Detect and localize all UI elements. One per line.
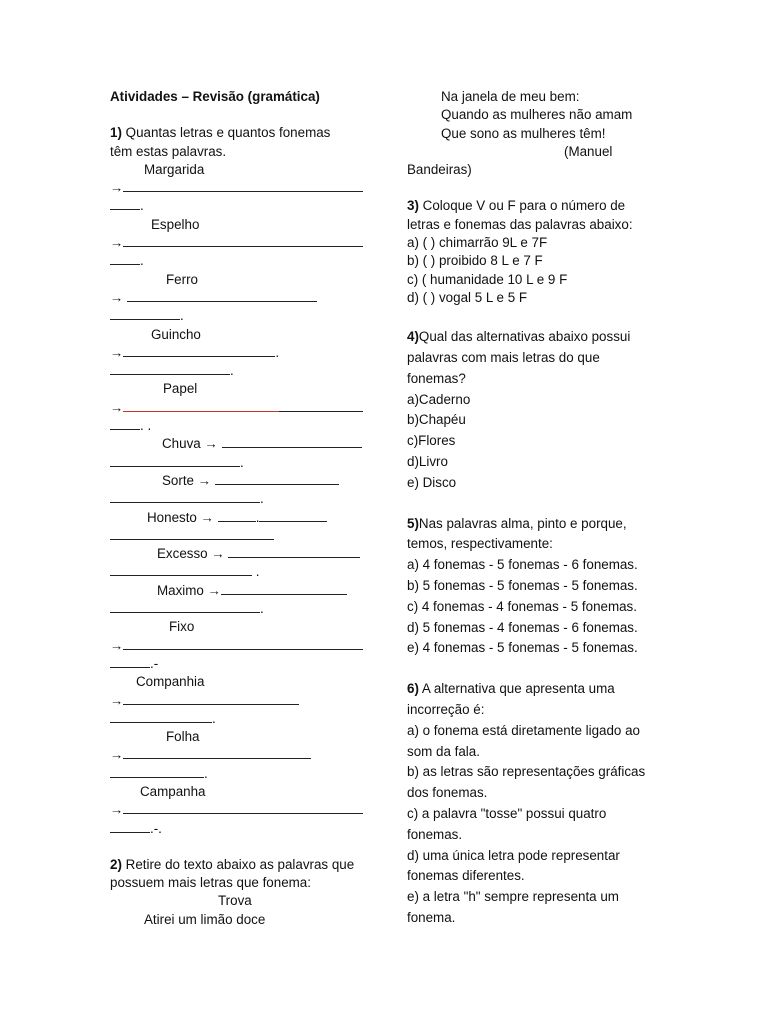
question-6-option-cont: dos fonemas.	[407, 785, 488, 801]
answer-line[interactable]	[110, 289, 370, 307]
question-6-text: A alternativa que apresenta uma	[421, 681, 615, 697]
arrow-icon: →	[110, 344, 124, 360]
answer-line-cont[interactable]: .	[110, 710, 370, 728]
word-label: Guincho	[151, 326, 201, 342]
question-4	[407, 327, 657, 493]
arrow-icon: →	[110, 180, 124, 196]
answer-line-cont[interactable]: .-.	[110, 820, 370, 838]
question-1-prompt-cont: têm estas palavras.	[110, 143, 227, 159]
question-6-option[interactable]: c) a palavra "tosse" possui quatro	[407, 806, 607, 821]
word-label: Margarida	[144, 161, 205, 177]
question-5-text: Nas palavras alma, pinto e porque,	[418, 515, 627, 531]
question-6-option-cont: som da fala.	[407, 743, 480, 759]
question-5	[407, 514, 657, 660]
question-5-option[interactable]: b) 5 fonemas - 5 fonemas - 5 fonemas.	[407, 578, 638, 594]
worksheet-title: Atividades – Revisão (gramática)	[110, 89, 320, 104]
poem-line: Atirei um limão doce	[144, 911, 266, 927]
arrow-icon: →	[197, 472, 212, 488]
question-6-prompt	[407, 679, 657, 700]
answer-line-cont[interactable]: .	[110, 252, 370, 270]
poem-author: (Manuel	[564, 143, 613, 159]
arrow-icon: →	[204, 436, 218, 452]
answer-line-cont[interactable]: .-	[110, 655, 370, 673]
answer-line[interactable]	[110, 472, 370, 490]
left-column	[110, 88, 370, 929]
arrow-icon: →	[110, 802, 124, 818]
answer-line[interactable]	[110, 582, 370, 600]
arrow-icon: →	[110, 747, 124, 763]
arrow-icon: →	[110, 289, 124, 305]
answer-line-cont[interactable]: .	[110, 490, 370, 508]
question-3-item[interactable]: d) ( ) vogal 5 L e 5 F	[407, 289, 528, 305]
answer-line[interactable]	[110, 435, 370, 453]
answer-line-cont[interactable]	[110, 527, 370, 545]
poem-line: Quando as mulheres não amam	[441, 107, 633, 123]
arrow-icon: →	[110, 399, 124, 415]
arrow-icon: →	[110, 637, 124, 653]
poem-line: Na janela de meu bem:	[441, 89, 580, 104]
answer-line-cont[interactable]: .	[110, 765, 370, 783]
question-4-option[interactable]: a)Caderno	[407, 391, 471, 407]
question-4-prompt-cont: fonemas?	[407, 370, 466, 386]
question-4-prompt	[407, 327, 657, 348]
question-5-option[interactable]: c) 4 fonemas - 4 fonemas - 5 fonemas.	[407, 598, 637, 614]
question-4-option[interactable]: e) Disco	[407, 474, 457, 490]
answer-line-cont[interactable]: .	[110, 307, 370, 325]
word-label: Sorte	[162, 472, 195, 488]
answer-line[interactable]	[110, 637, 370, 655]
question-2-number: 2)	[110, 856, 122, 872]
question-6-prompt-cont: incorreção é:	[407, 702, 485, 718]
question-1-text: Quantas letras e quantos fonemas	[125, 125, 331, 141]
question-6-number: 6)	[407, 681, 419, 697]
answer-line[interactable]: → .	[110, 344, 280, 360]
question-2-text: Retire do texto abaixo as palavras que	[125, 856, 355, 872]
answer-line[interactable]	[110, 692, 370, 710]
answer-line-cont[interactable]: . .	[110, 417, 370, 435]
question-3-prompt-cont: letras e fonemas das palavras abaixo:	[407, 216, 633, 232]
arrow-icon: →	[110, 235, 124, 251]
answer-line[interactable]	[110, 234, 370, 252]
answer-line-cont[interactable]: .	[110, 563, 370, 581]
answer-line-cont[interactable]: .	[110, 454, 370, 472]
word-label: Companhia	[136, 674, 205, 690]
question-4-prompt-cont: palavras com mais letras do que	[407, 350, 600, 366]
question-6-option-cont: fonema.	[407, 909, 456, 925]
question-4-option[interactable]: b)Chapéu	[407, 412, 466, 428]
poem-line: Que sono as mulheres têm!	[441, 125, 606, 141]
question-4-option[interactable]: d)Livro	[407, 454, 448, 470]
question-5-prompt	[407, 514, 657, 535]
question-4-text: Qual das alternativas abaixo possui	[418, 329, 631, 345]
answer-line-cont[interactable]: .	[110, 362, 370, 380]
answer-line[interactable]: Honesto → .	[110, 509, 370, 527]
question-3-number: 3)	[407, 198, 419, 214]
question-3-item[interactable]: b) ( ) proibido 8 L e 7 F	[407, 253, 543, 269]
right-column	[407, 88, 657, 929]
question-5-prompt-cont: temos, respectivamente:	[407, 536, 553, 552]
question-6-option[interactable]: b) as letras são representações gráficas	[407, 764, 646, 780]
question-6-option[interactable]: a) o fonema está diretamente ligado ao	[407, 722, 640, 738]
question-2-prompt-cont: possuem mais letras que fonema:	[110, 875, 311, 891]
question-5-option[interactable]: d) 5 fonemas - 4 fonemas - 6 fonemas.	[407, 619, 638, 635]
question-6-option[interactable]: d) uma única letra pode representar	[407, 847, 620, 863]
question-1-number: 1)	[110, 125, 122, 141]
answer-line-cont[interactable]: .	[110, 600, 370, 618]
poem-title: Trova	[218, 893, 252, 909]
word-label: Ferro	[166, 271, 198, 287]
question-6-option-cont: fonemas diferentes.	[407, 868, 525, 884]
arrow-icon: →	[110, 692, 124, 708]
arrow-icon: →	[211, 546, 225, 562]
poem-author-cont: Bandeiras)	[407, 162, 472, 178]
word-label: Excesso	[157, 546, 208, 562]
question-3-prompt	[407, 197, 657, 215]
word-label: Chuva	[162, 436, 201, 452]
question-6-option[interactable]: e) a letra "h" sempre representa um	[407, 889, 619, 905]
question-3-text: Coloque V ou F para o número de	[422, 198, 626, 214]
answer-line[interactable]	[110, 179, 370, 197]
arrow-icon: →	[207, 582, 221, 598]
answer-line-cont[interactable]: .	[110, 197, 370, 215]
answer-line[interactable]	[110, 399, 370, 417]
word-label: Espelho	[151, 216, 200, 232]
question-3-item[interactable]: a) ( ) chimarrão 9L e 7F	[407, 235, 548, 251]
question-4-number: 4)	[407, 329, 419, 345]
question-4-option[interactable]: c)Flores	[407, 433, 456, 449]
question-5-number: 5)	[407, 515, 419, 531]
question-5-option[interactable]: a) 4 fonemas - 5 fonemas - 6 fonemas.	[407, 557, 638, 573]
word-label: Maximo	[157, 582, 204, 598]
word-label: Honesto	[147, 509, 197, 525]
question-2-prompt	[110, 856, 370, 874]
answer-line[interactable]	[110, 545, 370, 563]
question-3-item[interactable]: c) ( humanidade 10 L e 9 F	[407, 271, 568, 287]
question-1-prompt	[110, 124, 370, 142]
question-6-option-cont: fonemas.	[407, 826, 463, 842]
arrow-icon: →	[200, 509, 214, 525]
word-label: Campanha	[140, 783, 206, 799]
answer-line[interactable]	[110, 801, 370, 819]
word-label: Folha	[166, 729, 200, 745]
question-5-option[interactable]: e) 4 fonemas - 5 fonemas - 5 fonemas.	[407, 640, 638, 656]
word-label: Papel	[163, 381, 198, 397]
word-label: Fixo	[169, 619, 195, 635]
answer-line[interactable]	[110, 746, 370, 764]
question-6	[407, 679, 657, 929]
